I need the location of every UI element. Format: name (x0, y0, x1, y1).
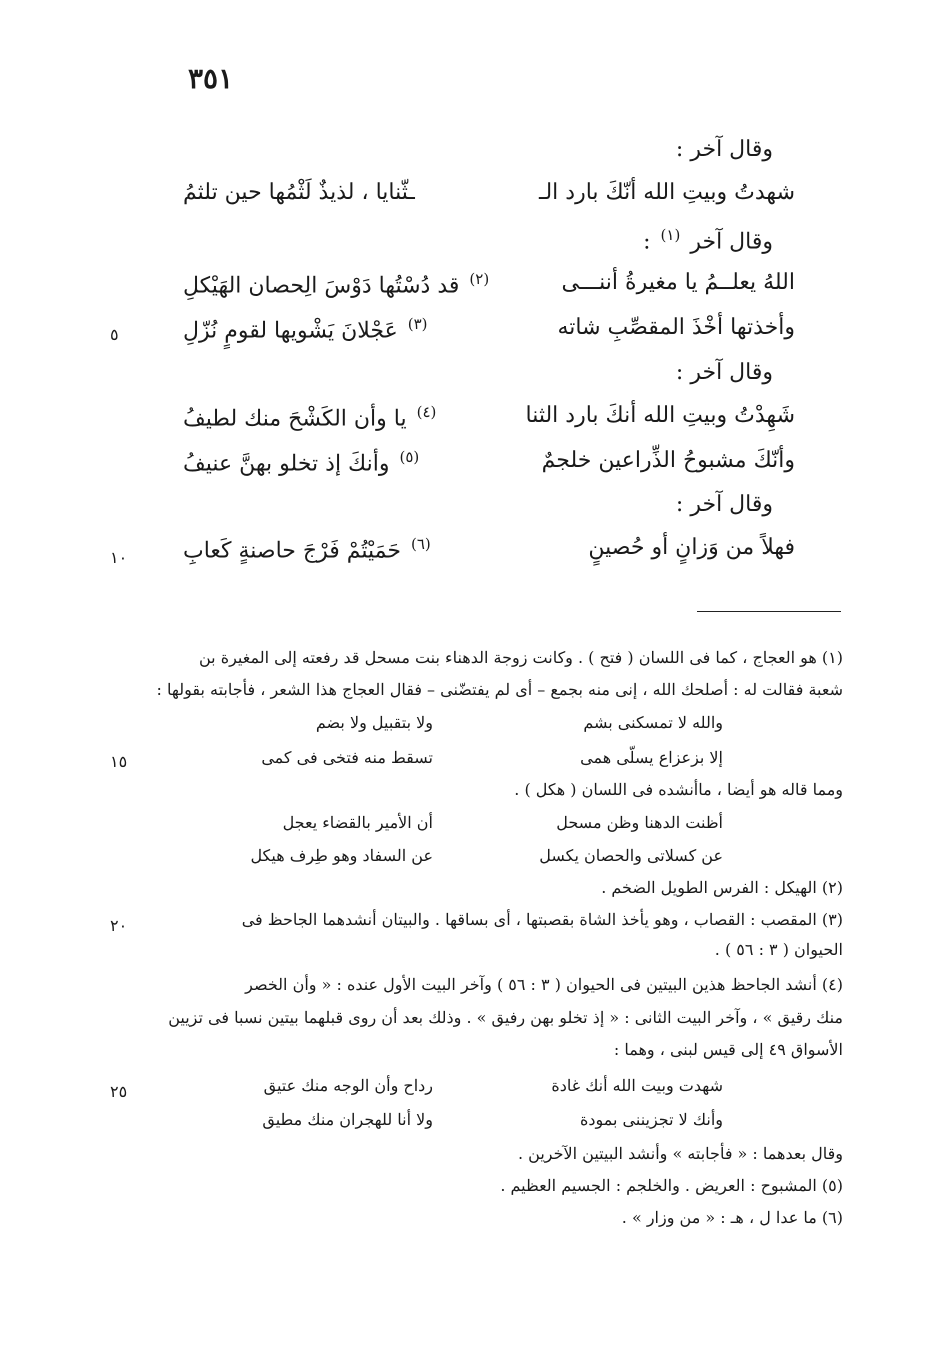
verse-hemistich-left (183, 315, 431, 343)
page-number: ٣٥١ (188, 62, 234, 95)
verse-hemistich-right: وأنّكَ مشبوحُ الذِّراعين خلجمٌ (541, 448, 795, 473)
verse-hemistich-right: شَهِدْتُ وبيتِ الله أنكَ بارد الثنا (525, 403, 795, 428)
footnote-4-line: منك رقيق » ، وآخر البيت الثانى : « إذ تخلو بهن رفيق » . وذلك بعد أن روى قبلهما بيتين نسبا فى تزيين (168, 1008, 843, 1027)
footnote-verse-left: رداح وأن الوجه منك عتيق (263, 1076, 433, 1095)
verse-hemistich-left: ـثّنايا ، لذيذٌ لَثْمُها حين تلثمُ (183, 180, 415, 205)
section-heading: وقال آخر : (675, 137, 773, 162)
footnote-5: (٥) المشبوح : العريض . والخلجم : الجسيم العظيم . (500, 1176, 843, 1195)
line-number: ٥ (110, 325, 119, 344)
footnote-verse-right: وأنك لا تجزيننى بمودة (579, 1110, 723, 1129)
footnote-divider (697, 611, 841, 612)
footnote-verse-left: أن الأمير بالقضاء يعجل (282, 813, 433, 832)
footnote-1-line: ومما قاله هو أيضا ، ماأنشده فى اللسان ( هكل ) . (514, 780, 843, 799)
footnote-verse-right: أظنت الدهنا وظن مسحل (556, 813, 723, 832)
heading-text: وقال آخر (690, 229, 773, 255)
footnote-3-line: (٣) المقصب : القصاب ، وهو يأخذ الشاة بقصبتها ، أى بساقها . والبيتان أنشدهما الجاحظ فى (241, 910, 843, 929)
footnote-6: (٦) ما عدا ل ، هـ : « من وزار » . (621, 1208, 843, 1227)
footnote-marker: (٣) (407, 315, 428, 333)
verse-hemistich-left (183, 535, 434, 563)
verse-hemistich-left (183, 448, 422, 476)
section-heading (643, 226, 773, 254)
verse-text: عَجْلانَ يَشْويها لقومٍ نُزّلِ (183, 318, 398, 344)
footnote-verse-right: والله لا تمسكنى بشم (583, 713, 723, 732)
footnote-verse-right: إلا بزعزاع يسلّى همى (580, 748, 723, 767)
verse-text: قد دُسْتُها دَوْسَ الِحصان الهَيْكلِ (183, 273, 460, 299)
footnote-marker: (٢) (469, 270, 490, 288)
verse-hemistich-left (183, 403, 439, 431)
footnote-4-line: (٤) أنشد الجاحظ هذين البيتين فى الحيوان ( ٣ : ٥٦ ) وآخر البيت الأول عنده : « وأن الخصر (245, 975, 843, 994)
verse-hemistich-right: شهدتُ وبيتِ الله أنّكَ بارد الـ (539, 180, 795, 205)
footnote-1-line: (١) هو العجاج ، كما فى اللسان ( فتح ) . وكانت زوجة الدهناء بنت مسحل قد رفعته إلى المغيرة بن (199, 648, 843, 667)
footnote-verse-right: عن كسلاتى والحصان يكسل (539, 846, 723, 865)
section-heading: وقال آخر : (675, 492, 773, 517)
footnote-verse-right: شهدت وبيت الله أنك غادة (551, 1076, 723, 1095)
heading-colon: : (643, 229, 651, 255)
section-heading: وقال آخر : (675, 360, 773, 385)
footnote-2: (٢) الهيكل : الفرس الطويل الضخم . (601, 878, 843, 897)
footnote-verse-left: ولا بتقبيل ولا بضم (315, 713, 433, 732)
footnote-4-line: الأسواق ٤٩ إلى قيس لبنى ، وهما : (613, 1040, 843, 1059)
verse-hemistich-right: اللهُ يعلــمُ يا مغيرةُ أننـــى (561, 270, 795, 295)
verse-text: يا وأن الكَشْحَ منك لطيفُ (183, 406, 407, 432)
verse-text: وأنكَ إذ تخلو بهنَّ عنيفُ (183, 451, 390, 477)
line-number: ١٠ (110, 548, 128, 567)
footnote-verse-left: ولا أنا للهجران منك مطيق (262, 1110, 433, 1129)
footnote-3-line: الحيوان ( ٣ : ٥٦ ) . (714, 940, 843, 959)
footnote-marker: (١) (660, 226, 681, 244)
footnote-1-line: شعبة فقالت له : أصلحك الله ، إنى منه بجمع – أى لم يفتضّنى – فقال العجاج هذا الشعر ، فأجابته بقولها : (156, 680, 843, 699)
footnote-marker: (٥) (399, 448, 420, 466)
verse-hemistich-left (183, 270, 492, 298)
footnote-marker: (٦) (411, 535, 431, 553)
verse-hemistich-right: وأخذتها أخْذَ المقصِّبِ شاته (557, 315, 795, 340)
footnote-verse-left: تسقط منه فتخى فى كمى (261, 748, 433, 767)
line-number: ٢٠ (110, 916, 128, 935)
verse-text: حَمَيْتُمْ فَرْجَ حاصنةٍ كَعابِ (183, 538, 401, 564)
footnote-4-line: وقال بعدهما : « فأجابته » وأنشد البيتين الآخرين . (517, 1144, 843, 1163)
line-number: ٢٥ (110, 1082, 128, 1101)
verse-hemistich-right: فهلاً من وَزانٍ أو حُصينٍ (588, 535, 795, 560)
line-number: ١٥ (110, 752, 128, 771)
footnote-verse-left: عن السفاد وهو طِرف هيكل (250, 846, 433, 865)
footnote-marker: (٤) (416, 403, 437, 421)
